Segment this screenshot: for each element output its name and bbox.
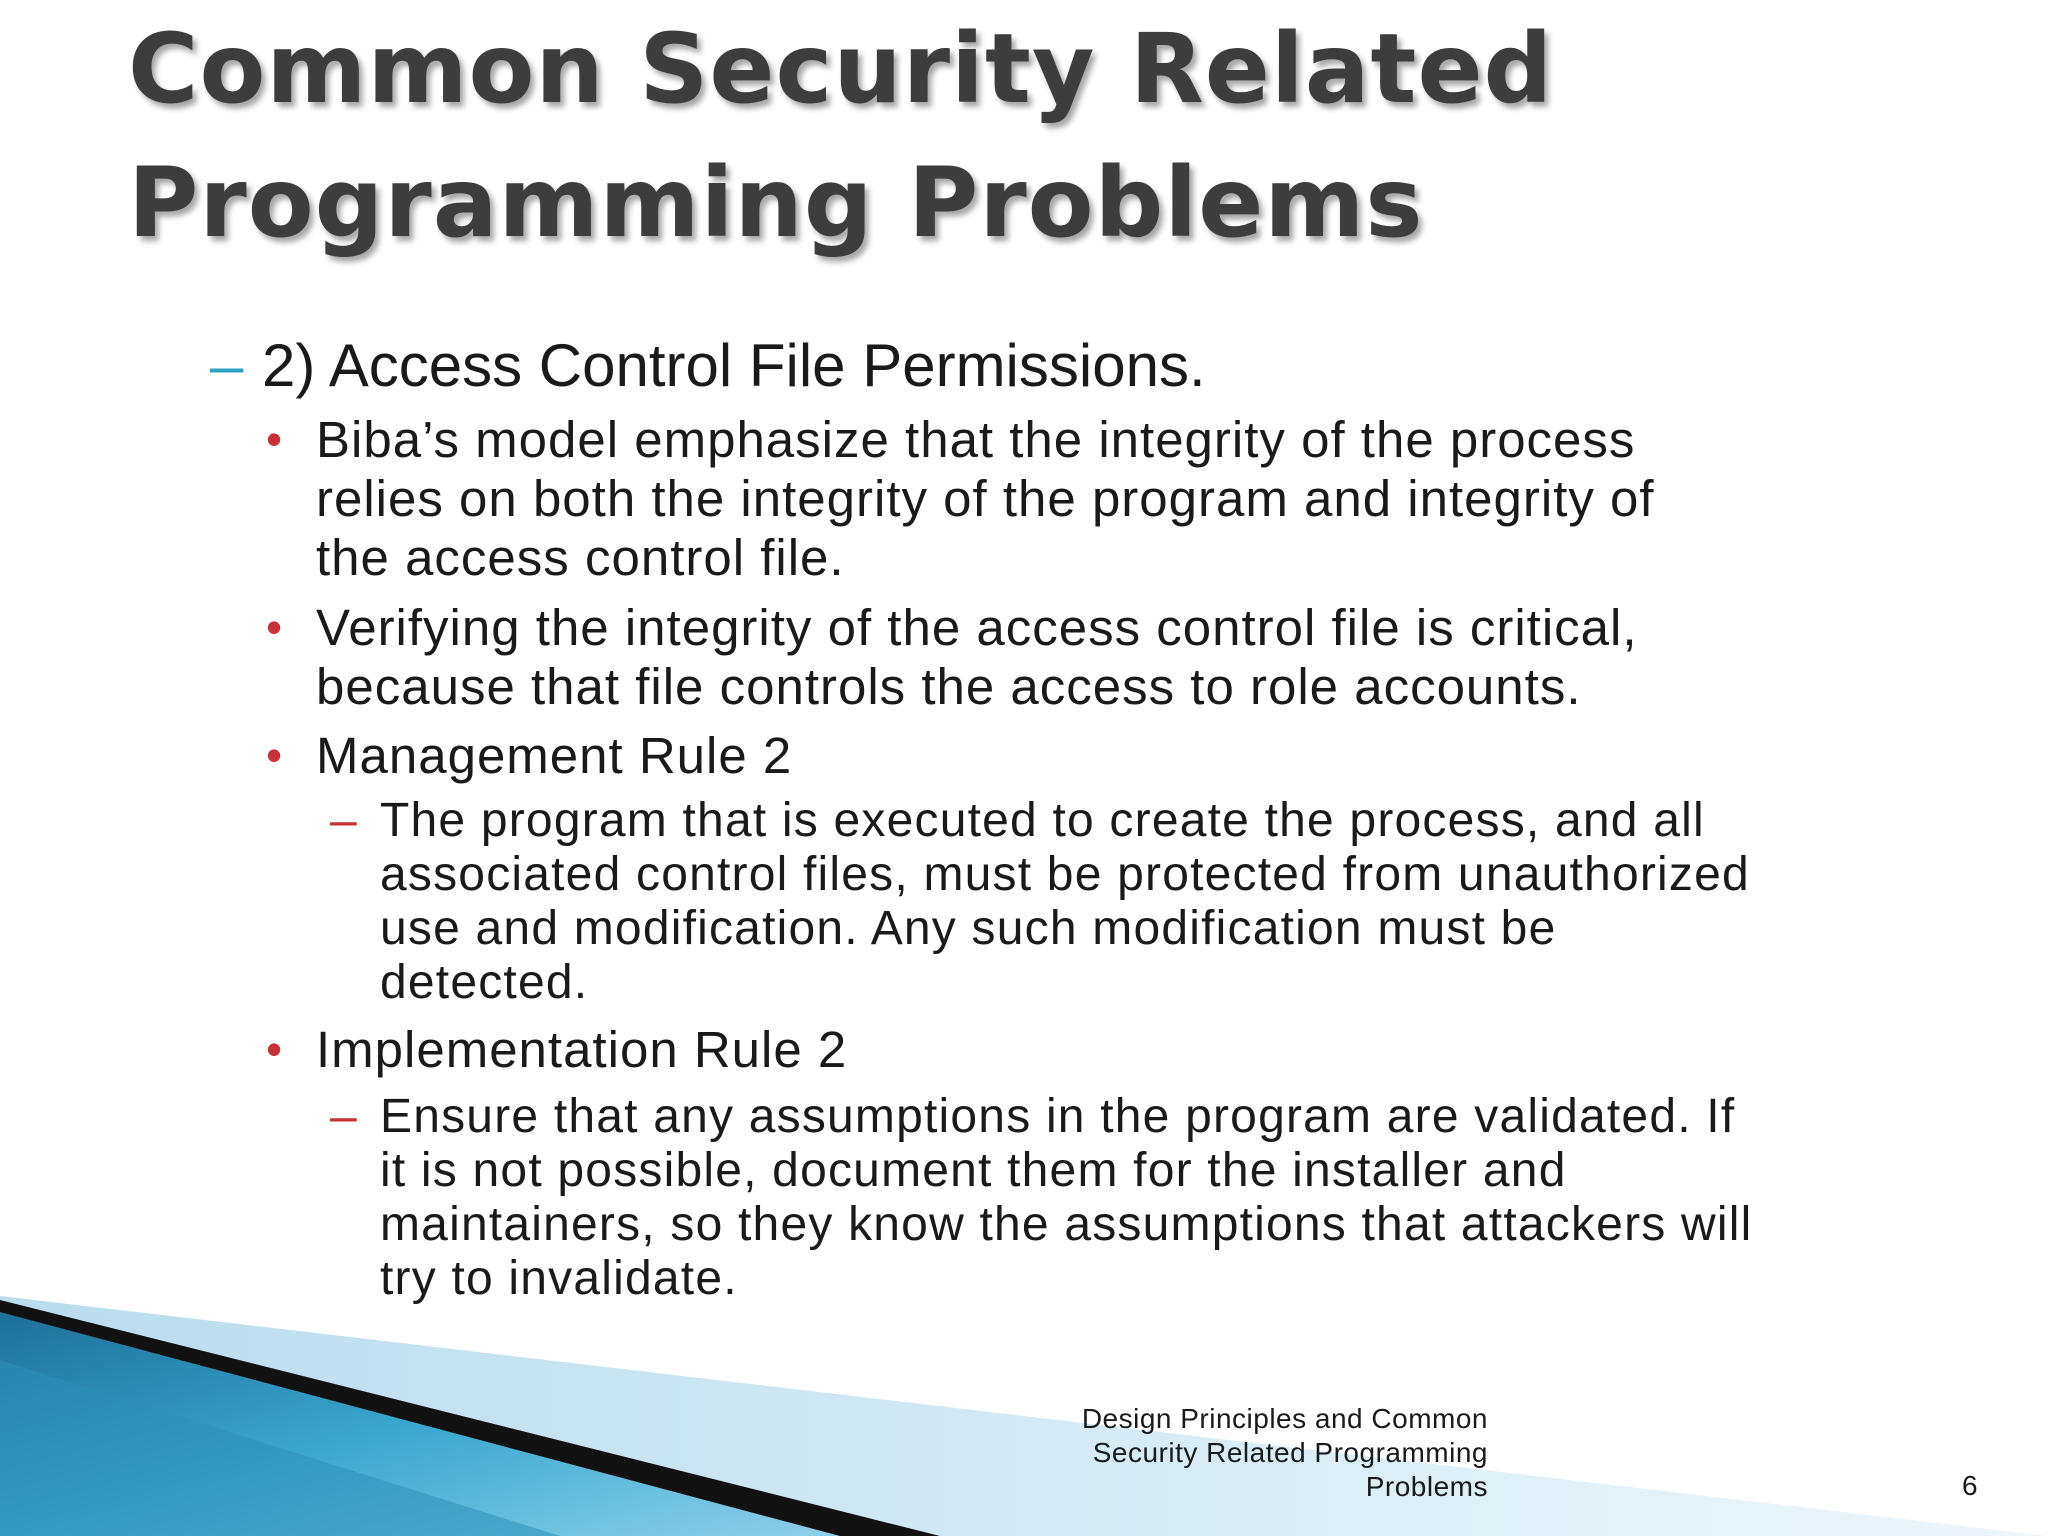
bullet-implementation-rule — [266, 1020, 848, 1079]
bullet-management-rule — [266, 726, 793, 785]
sub-bullet-implementation — [330, 1090, 1753, 1306]
sub-bullet-line: try to invalidate. — [380, 1252, 738, 1305]
slide-title-line-2: Programming Problems — [128, 147, 1424, 259]
heading-item — [210, 328, 1206, 404]
bullet-line: Implementation Rule 2 — [316, 1021, 848, 1078]
sub-bullet-line: it is not possible, document them for the installer and — [380, 1144, 1567, 1197]
sub-bullet-management — [330, 794, 1750, 1010]
slide-title-line-1: Common Security Related — [128, 13, 1554, 125]
sub-bullet-line: Ensure that any assumptions in the program are validated. If — [380, 1090, 1736, 1143]
bullet-verifying — [266, 598, 1638, 716]
dash-marker: – — [210, 332, 244, 399]
bullet-marker: • — [266, 601, 284, 653]
bullet-biba — [266, 410, 1655, 587]
bullet-marker: • — [266, 1023, 284, 1075]
sub-bullet-line: maintainers, so they know the assumptions that attackers will — [380, 1198, 1753, 1251]
footer-line: Security Related Programming — [1092, 1437, 1488, 1468]
sub-bullet-line: associated control files, must be protected from unauthorized — [380, 848, 1750, 901]
sub-bullet-line: detected. — [380, 956, 589, 1009]
sub-bullet-line: use and modification. Any such modification must be — [380, 902, 1557, 955]
bullet-line: Management Rule 2 — [316, 727, 793, 784]
footer-line: Design Principles and Common — [1081, 1403, 1488, 1434]
bullet-line: Biba’s model emphasize that the integrity of the process — [316, 411, 1636, 468]
footer-line: Problems — [1365, 1471, 1488, 1502]
page-number: 6 — [1962, 1470, 1978, 1501]
dash-marker: – — [330, 794, 358, 847]
dash-marker: – — [330, 1090, 358, 1143]
bullet-line: relies on both the integrity of the program and integrity of — [316, 470, 1655, 527]
bullet-line: because that file controls the access to role accounts. — [316, 658, 1582, 715]
slide-title — [128, 2, 1728, 270]
bullet-marker: • — [266, 729, 284, 781]
sub-bullet-line: The program that is executed to create the process, and all — [380, 794, 1705, 847]
slide-footer — [1000, 1402, 1488, 1504]
bullet-line: the access control file. — [316, 529, 845, 586]
bullet-line: Verifying the integrity of the access control file is critical, — [316, 599, 1638, 656]
heading-text: 2) Access Control File Permissions. — [262, 332, 1206, 399]
bullet-marker: • — [266, 413, 284, 465]
